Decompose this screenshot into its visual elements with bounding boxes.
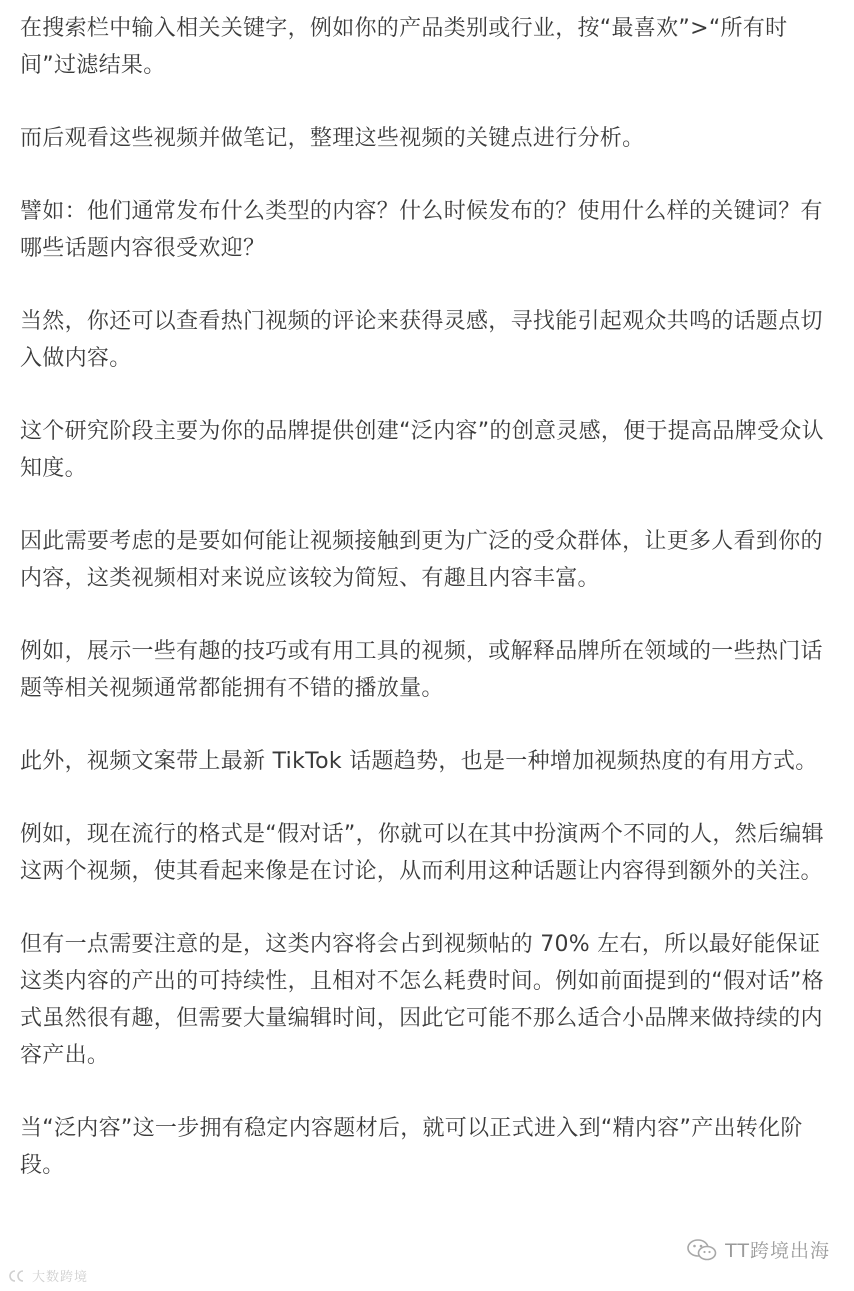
watermark-brand bbox=[6, 1266, 88, 1285]
article-body bbox=[20, 10, 836, 1184]
watermark-wechat bbox=[687, 1236, 830, 1263]
paragraph-8: 此外，视频文案带上最新 TikTok 话题趋势，也是一种增加视频热度的有用方式。 bbox=[20, 749, 818, 774]
paragraph-6: 因此需要考虑的是要如何能让视频接触到更为广泛的受众群体，让更多人看到你的内容，这类视频相对来说应该较为简短、有趣且内容丰富。 bbox=[20, 529, 823, 591]
paragraph-2: 而后观看这些视频并做笔记，整理这些视频的关键点进行分析。 bbox=[20, 126, 645, 151]
paragraph-11: 当“泛内容”这一步拥有稳定内容题材后，就可以正式进入到“精内容”产出转化阶段。 bbox=[20, 1116, 803, 1178]
paragraph-3: 譬如：他们通常发布什么类型的内容？什么时候发布的？使用什么样的关键词？有哪些话题内容很受欢迎？ bbox=[20, 199, 823, 261]
paragraph-9: 例如，现在流行的格式是“假对话”，你就可以在其中扮演两个不同的人，然后编辑这两个视频，使其看起来像是在讨论，从而利用这种话题让内容得到额外的关注。 bbox=[20, 822, 824, 884]
paragraph-4: 当然，你还可以查看热门视频的评论来获得灵感，寻找能引起观众共鸣的话题点切入做内容。 bbox=[20, 309, 823, 371]
paragraph-7: 例如，展示一些有趣的技巧或有用工具的视频，或解释品牌所在领域的一些热门话题等相关视频通常都能拥有不错的播放量。 bbox=[20, 639, 823, 701]
paragraph-10: 但有一点需要注意的是，这类内容将会占到视频帖的 70% 左右，所以最好能保证这类内容的产出的可持续性，且相对不怎么耗费时间。例如前面提到的“假对话”格式虽然很有趣，但需要大量编辑时间，因此它可能不那么适合小品牌来做持续的内容产出。 bbox=[20, 932, 824, 1068]
paragraph-5: 这个研究阶段主要为你的品牌提供创建“泛内容”的创意灵感，便于提高品牌受众认知度。 bbox=[20, 419, 824, 481]
cc-logo-icon bbox=[6, 1268, 28, 1284]
wechat-icon bbox=[687, 1238, 717, 1262]
watermark-brand-text: 大数跨境 bbox=[32, 1270, 89, 1285]
watermark-wechat-text: TT跨境出海 bbox=[725, 1240, 830, 1262]
paragraph-1: 在搜索栏中输入相关关键字，例如你的产品类别或行业，按“最喜欢”>“所有时间”过滤结果。 bbox=[20, 16, 788, 78]
